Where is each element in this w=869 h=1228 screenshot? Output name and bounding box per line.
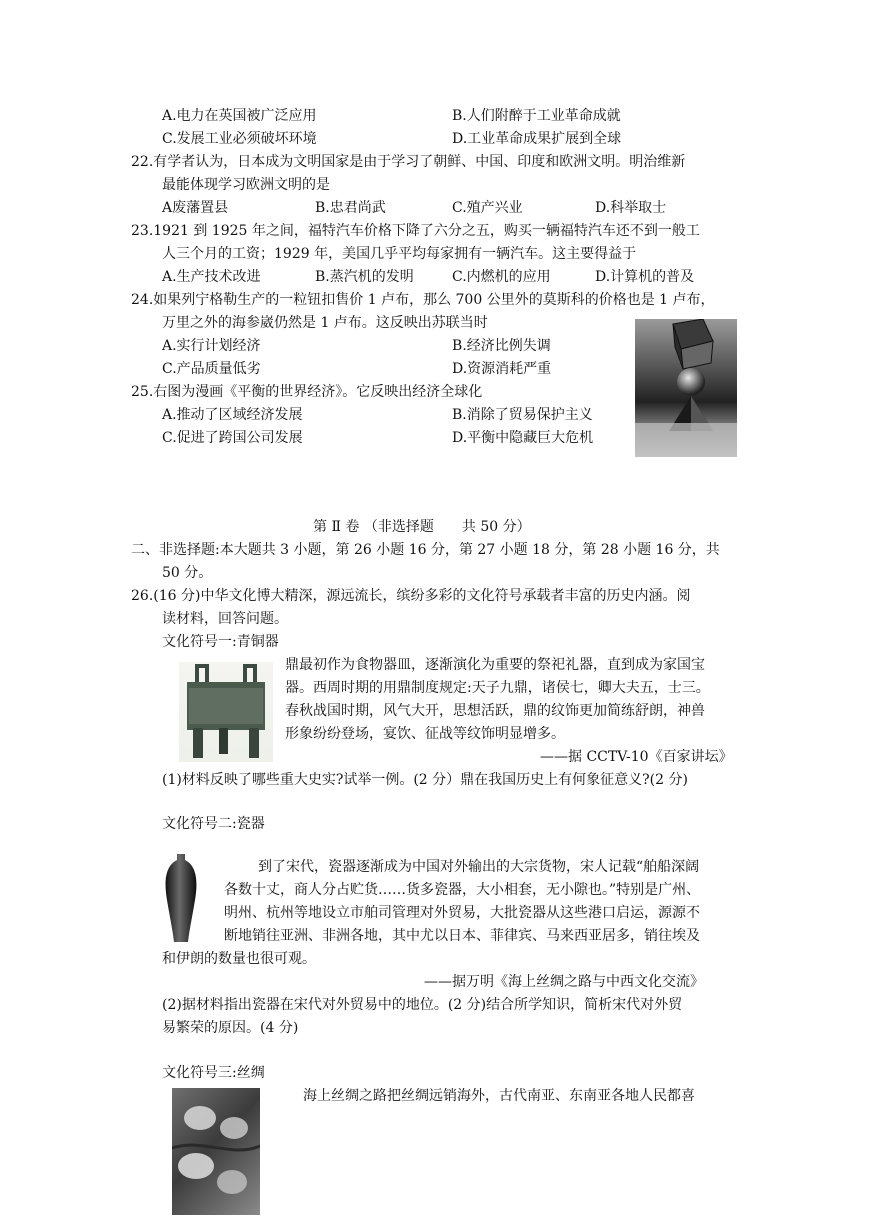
symbol2-text-line5: 和伊朗的数量也很可观。 <box>162 951 316 967</box>
symbol1-text-line2: 器。西周时期的用鼎制度规定:天子九鼎，诸侯七，卿大夫五，士三。 <box>285 680 710 696</box>
q25-stem: 25.右图为漫画《平衡的世界经济》。它反映出经济全球化 <box>131 384 483 400</box>
symbol1-text-line3: 春秋战国时期，风气大开，思想活跃，鼎的纹饰更加简练舒朗，神兽 <box>285 703 705 719</box>
part2-intro-line1: 二、非选择题:本大题共 3 小题，第 26 小题 16 分，第 27 小题 18 分，第 28 小题 16 分，共 <box>131 542 720 558</box>
q26-stem-line1: 26.(16 分)中华文化博大精深，源远流长，缤纷多彩的文化符号承载者丰富的历史内涵。阅 <box>131 588 691 604</box>
q24-stem-line1: 24.如果列宁格勒生产的一粒钮扣售价 1 卢布，那么 700 公里外的莫斯科的价格也是 1 卢布， <box>131 292 715 308</box>
symbol1-title: 文化符号一:青铜器 <box>162 634 279 650</box>
symbol2-title: 文化符号二:瓷器 <box>162 816 265 832</box>
q23-stem-line1: 23.1921 到 1925 年之间，福特汽车价格下降了六分之五，购买一辆福特汽车还不到一般工 <box>131 223 700 239</box>
silk-fabric-photo <box>172 1088 260 1215</box>
porcelain-vase-photo <box>163 852 199 944</box>
q25-option-b: B.消除了贸易保护主义 <box>452 407 593 423</box>
q21-option-d: D.工业革命成果扩展到全球 <box>452 131 622 147</box>
q23-option-d: D.计算机的普及 <box>595 269 695 285</box>
q24-option-d: D.资源消耗严重 <box>452 361 552 377</box>
symbol1-question: (1)材料反映了哪些重大史实?试举一例。(2 分）鼎在我国历史上有何象征意义?(2 分) <box>162 772 688 788</box>
q23-option-c: C.内燃机的应用 <box>452 269 551 285</box>
symbol2-text-line3: 明州、杭州等地设立市舶司管理对外贸易，大批瓷器从这些港口启运，源源不 <box>224 905 700 921</box>
symbol2-text-line1: 到了宋代，瓷器逐渐成为中国对外输出的大宗货物，宋人记载“舶船深阔 <box>258 859 700 875</box>
symbol1-text-line4: 形象纷纷登场，宴饮、征战等纹饰明显增多。 <box>285 726 565 742</box>
q25-option-a: A.推动了区域经济发展 <box>162 407 303 423</box>
q24-option-c: C.产品质量低劣 <box>162 361 261 377</box>
symbol2-question-line2: 易繁荣的原因。(4 分) <box>162 1020 299 1036</box>
symbol2-source: ——据万明《海上丝绸之路与中西文化交流》 <box>424 974 704 990</box>
q25-option-d: D.平衡中隐藏巨大危机 <box>452 430 594 446</box>
q21-option-b: B.人们附醉于工业革命成就 <box>452 108 621 124</box>
q22-option-c: C.殖产兴业 <box>452 200 523 216</box>
q25-option-c: C.促进了跨国公司发展 <box>162 430 303 446</box>
q24-option-b: B.经济比例失调 <box>452 338 551 354</box>
q23-option-b: B.蒸汽机的发明 <box>315 269 414 285</box>
balanced-world-economy-cartoon <box>635 319 737 457</box>
symbol2-text-line2: 各数十丈，商人分占贮货……货多瓷器，大小相套，无小隙也。”特别是广州、 <box>224 882 701 898</box>
q22-option-b: B.忠君尚武 <box>315 200 386 216</box>
part2-title: 第 Ⅱ 卷 （非选择题 共 50 分） <box>313 519 531 535</box>
symbol1-text-line1: 鼎最初作为食物器皿，逐渐演化为重要的祭祀礼器，直到成为家国宝 <box>285 657 705 673</box>
q21-option-a: A.电力在英国被广泛应用 <box>162 108 317 124</box>
q22-stem-line1: 22.有学者认为，日本成为文明国家是由于学习了朝鲜、中国、印度和欧洲文明。明治维新 <box>131 154 686 170</box>
symbol2-question-line1: (2)据材料指出瓷器在宋代对外贸易中的地位。(2 分)结合所学知识，简析宋代对外贸 <box>162 997 683 1013</box>
q24-stem-line2: 万里之外的海参崴仍然是 1 卢布。这反映出苏联当时 <box>162 315 488 331</box>
q21-option-c: C.发展工业必须破坏环境 <box>162 131 317 147</box>
symbol2-text-line4: 断地销往亚洲、非洲各地，其中尤以日本、菲律宾、马来西亚居多，销往埃及 <box>224 928 700 944</box>
q22-option-a: A废藩置县 <box>162 200 229 216</box>
q23-stem-line2: 人三个月的工资；1929 年，美国几乎平均每家拥有一辆汽车。这主要得益于 <box>162 246 637 262</box>
part2-intro-line2: 50 分。 <box>162 565 213 581</box>
q23-option-a: A.生产技术改进 <box>162 269 261 285</box>
q26-stem-line2: 读材料，回答问题。 <box>162 611 288 627</box>
q22-stem-line2: 最能体现学习欧洲文明的是 <box>162 177 330 193</box>
symbol3-title: 文化符号三:丝绸 <box>162 1065 265 1081</box>
q24-option-a: A.实行计划经济 <box>162 338 261 354</box>
q22-option-d: D.科举取士 <box>595 200 667 216</box>
bronze-ding-photo <box>179 662 273 762</box>
symbol1-source: ——据 CCTV-10《百家讲坛》 <box>540 749 733 765</box>
symbol3-text-line1: 海上丝绸之路把丝绸远销海外，古代南亚、东南亚各地人民都喜 <box>303 1088 695 1104</box>
